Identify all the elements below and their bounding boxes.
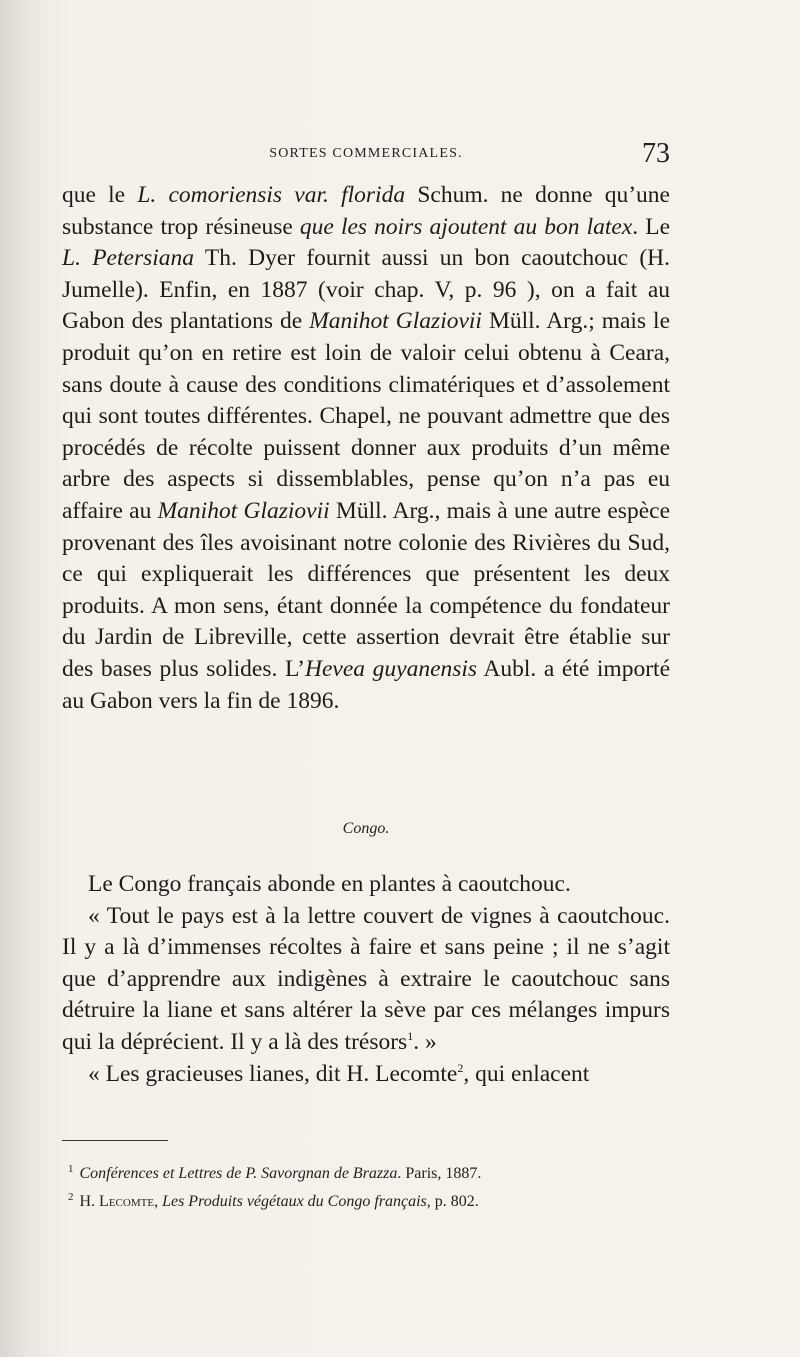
- footnotes: [62, 1160, 670, 1216]
- quote-text: « Les gracieuses lianes, dit H. Lecomte: [88, 1060, 458, 1087]
- footnote-text: , p. 802.: [426, 1193, 479, 1210]
- text-run: Th. Dyer fournit aussi un bon caoutchouc (H. Jumelle). Enfin, en 1887 (voir chap. V, p. 96 ), on a fait au Gabon des plantations de: [62, 245, 671, 335]
- body-text-congo: [62, 869, 670, 1090]
- text-run: . »: [413, 1028, 437, 1055]
- species-name: L. comoriensis var. florida: [137, 182, 406, 208]
- footnote-number: 2: [68, 1190, 74, 1203]
- paragraph-quote-lecomte: [62, 1059, 670, 1091]
- footnote-title: Les Produits végétaux du Congo français: [162, 1193, 427, 1210]
- text-run: . Le: [632, 213, 670, 240]
- page-header: [62, 138, 670, 178]
- quote-text: « Tout le pays est à la lettre couvert de vignes à caoutchouc. Il y a là d’immenses récoltes à faire et sans peine ; il ne s’agit que d’apprendre aux indigènes à extraire le caoutchouc sans détruire la liane et sans altérer la sève par ces mélanges impurs qui la déprécient. Il y a là des trésors: [62, 902, 670, 1055]
- species-name: L. Petersiana: [62, 245, 195, 272]
- footnote-text: . Paris, 1887.: [397, 1165, 482, 1182]
- text-run: Müll. Arg., mais à une autre espèce provenant des îles avoisinant notre colonie des Rivières du Sud, ce qui expliquerait les différences que présentent les deux produits. A mon sens, étant donnée la compétence du fondateur du Jardin de Libreville, cette assertion devrait être établie sur des bases plus solides. L’: [62, 497, 670, 682]
- text-run: que le: [62, 182, 138, 208]
- footnote-rule: [62, 1140, 168, 1141]
- footnote-1: [62, 1160, 670, 1188]
- footnote-2: [62, 1188, 670, 1216]
- footnote-marker: 2: [457, 1060, 464, 1075]
- species-name: Manihot Glaziovii: [309, 308, 482, 335]
- footnote-title: Conférences et Lettres de P. Savorgnan de Brazza: [79, 1165, 398, 1182]
- paragraph-congo-intro: Le Congo français abonde en plantes à caoutchouc.: [88, 871, 571, 897]
- text-run: Schum. ne donne qu’une substance trop résineuse: [62, 182, 670, 240]
- paragraph-quote-brazza: [62, 901, 670, 1059]
- section-title: Congo.: [342, 820, 390, 837]
- text-run: Aubl. a été importé au Gabon vers la fin de 1896.: [62, 655, 670, 714]
- footnote-author: H. Lecomte: [79, 1193, 155, 1210]
- text-run: Müll. Arg.; mais le produit qu’on en retire est loin de valoir celui obtenu à Ceara, sans doute à cause des conditions climatériques et d’assolement qui sont toutes différentes. Chapel, ne pouvant admettre que des procédés de récolte puissent donner aux produits d’un même arbre des aspects si dissemblables, pense qu’on n’a pas eu affaire au: [62, 308, 671, 524]
- footnote-text: ,: [154, 1193, 163, 1210]
- footnote-number: 1: [68, 1162, 74, 1175]
- italic-phrase: que les noirs ajoutent au bon latex: [299, 213, 633, 240]
- footnote-marker: 1: [407, 1029, 414, 1044]
- paragraph-gabon: [62, 180, 670, 717]
- text-run: , qui enlacent: [463, 1060, 590, 1087]
- body-text-top: [62, 180, 670, 717]
- running-head: SORTES COMMERCIALES.: [269, 146, 463, 161]
- species-name: Manihot Glaziovii: [157, 497, 330, 524]
- page-number: 73: [642, 138, 670, 169]
- species-name: Hevea guyanensis: [305, 655, 478, 682]
